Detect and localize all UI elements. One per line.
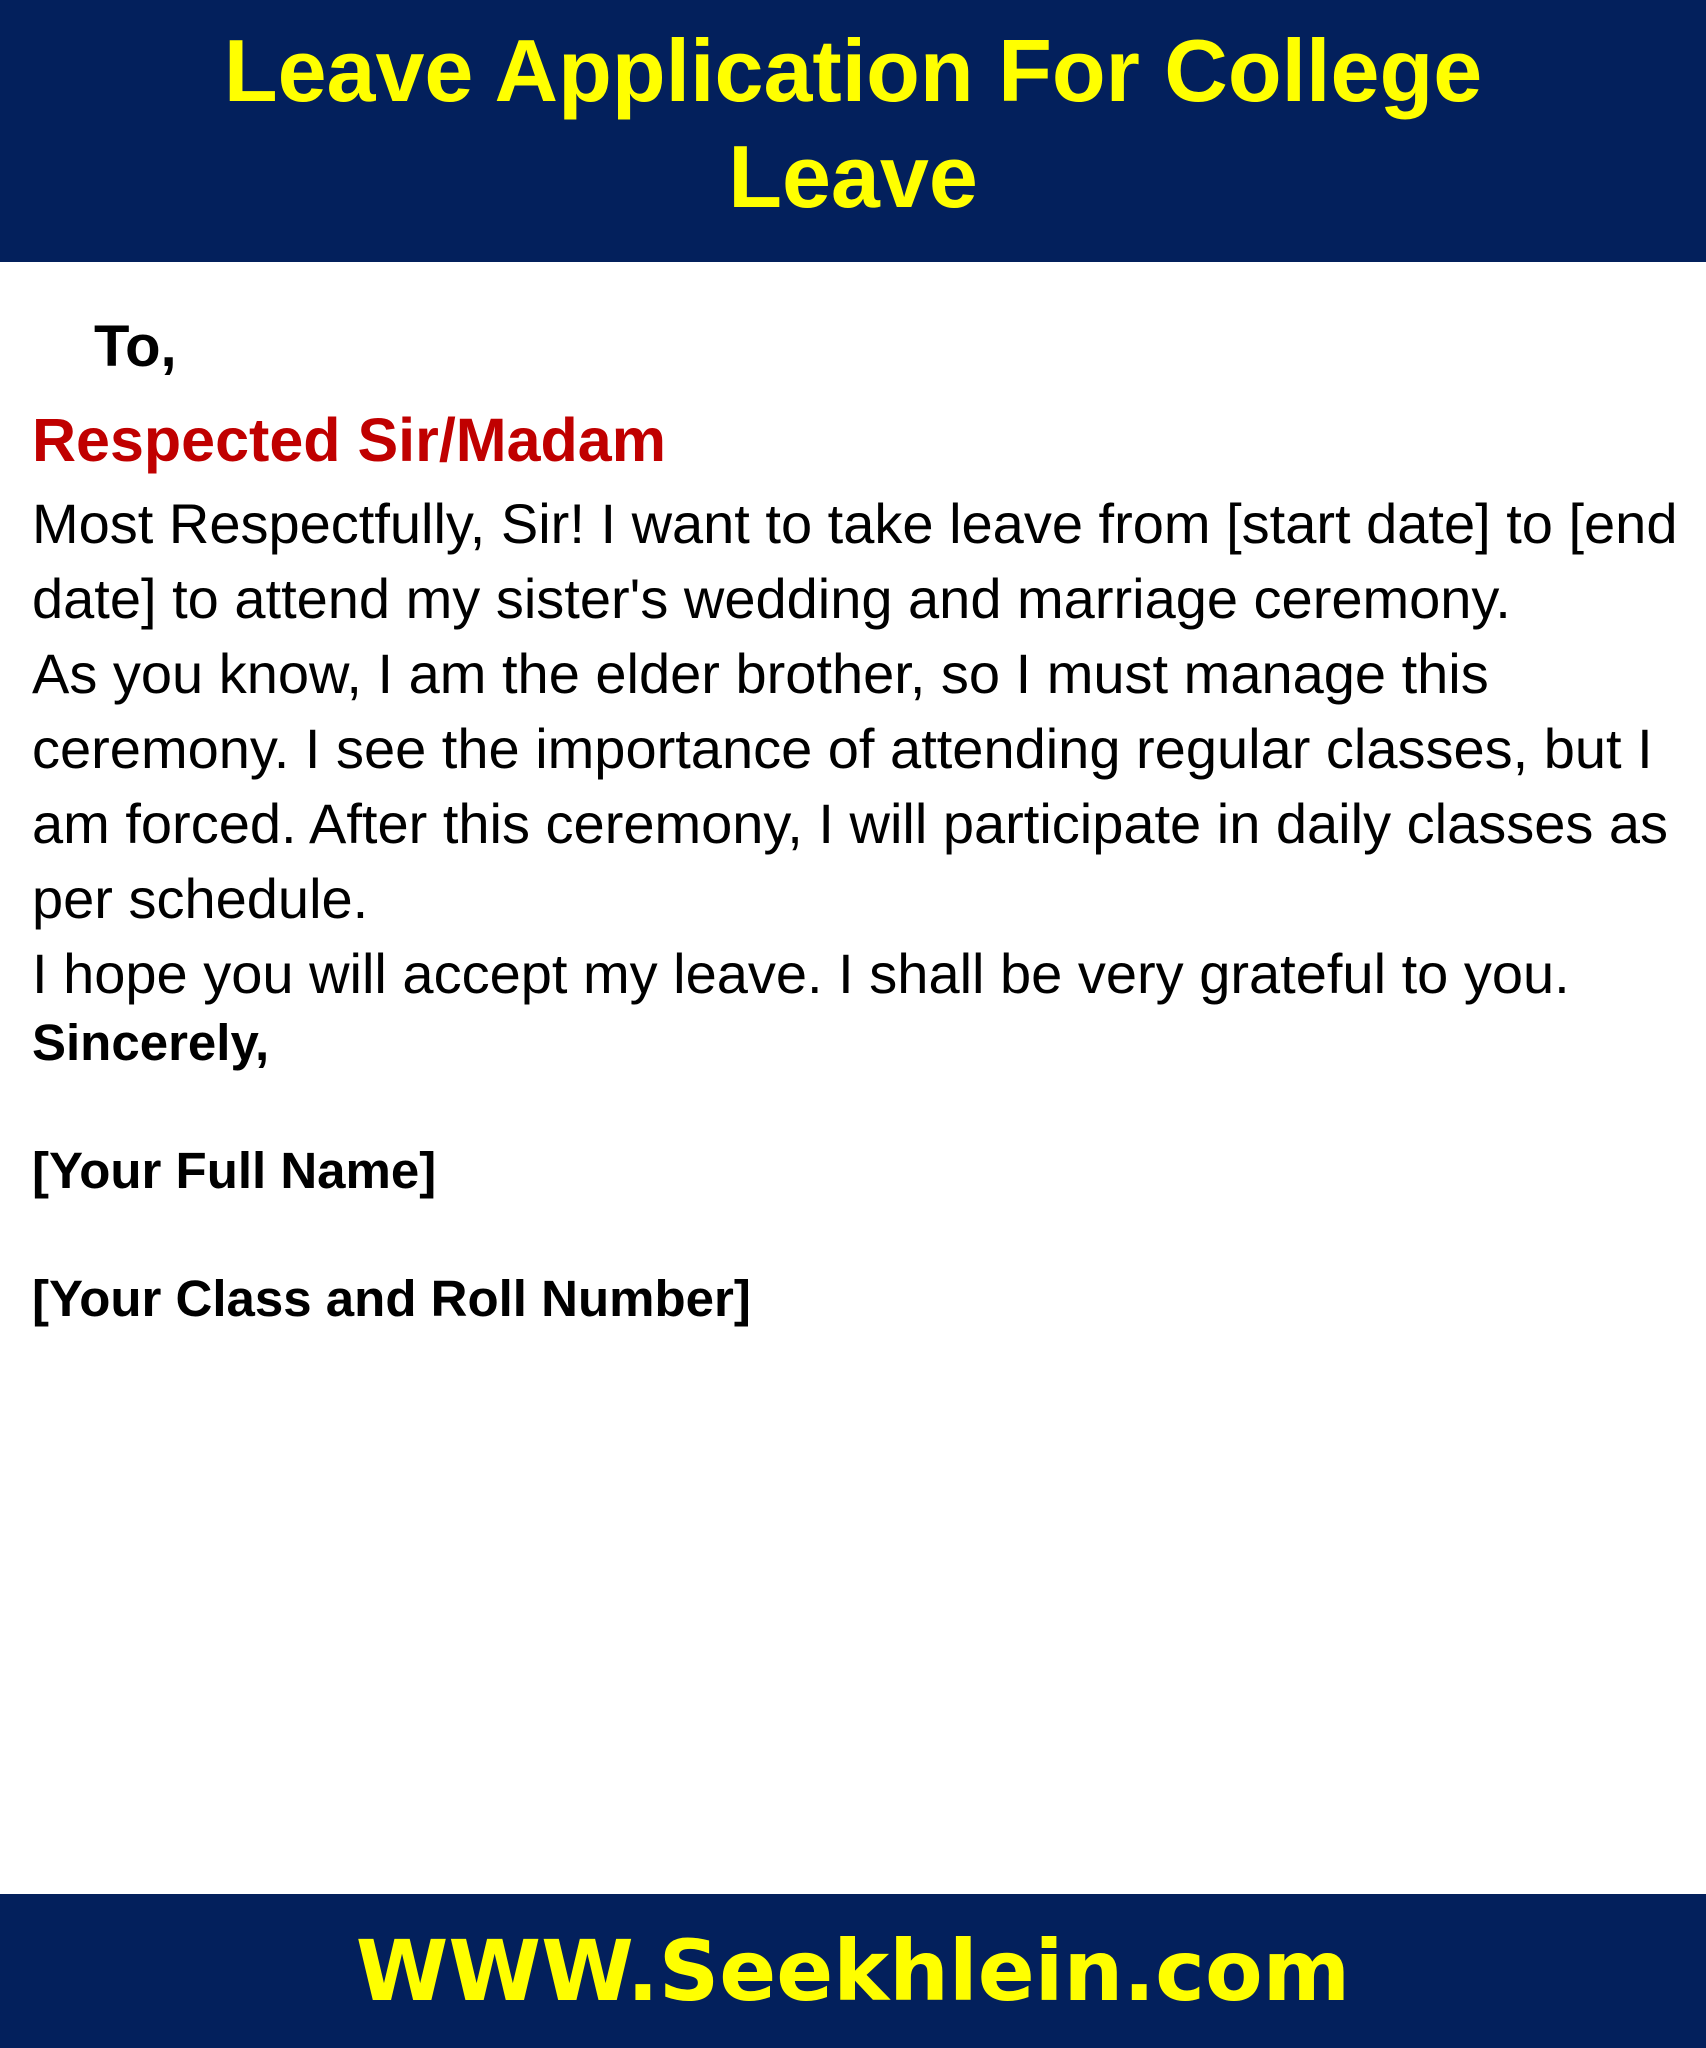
recipient-line: To, [94,314,177,379]
website-url: WWW.Seekhlein.com [355,1922,1351,2020]
header-banner [0,0,1706,262]
paragraph-reason: As you know, I am the elder brother, so I must manage this ceremony. I see the importance of attending regular classes, but I am forced. After this ceremony, I will participate in daily classes as per schedule. [32,642,1669,930]
paragraph-closing: I hope you will accept my leave. I shall be very grateful to you. [32,942,1570,1005]
full-name-placeholder: [Your Full Name] [32,1142,437,1199]
salutation: Respected Sir/Madam [32,406,666,474]
paragraph-request: Most Respectfully, Sir! I want to take leave from [start date] to [end date] to attend my sister's wedding and marriage ceremony. [32,492,1678,630]
page-title: Leave Application For College Leave [223,21,1483,226]
letter-body [32,300,1682,1331]
footer-banner [0,1894,1706,2048]
class-roll-placeholder: [Your Class and Roll Number] [32,1270,751,1327]
signoff: Sincerely, [32,1014,270,1071]
